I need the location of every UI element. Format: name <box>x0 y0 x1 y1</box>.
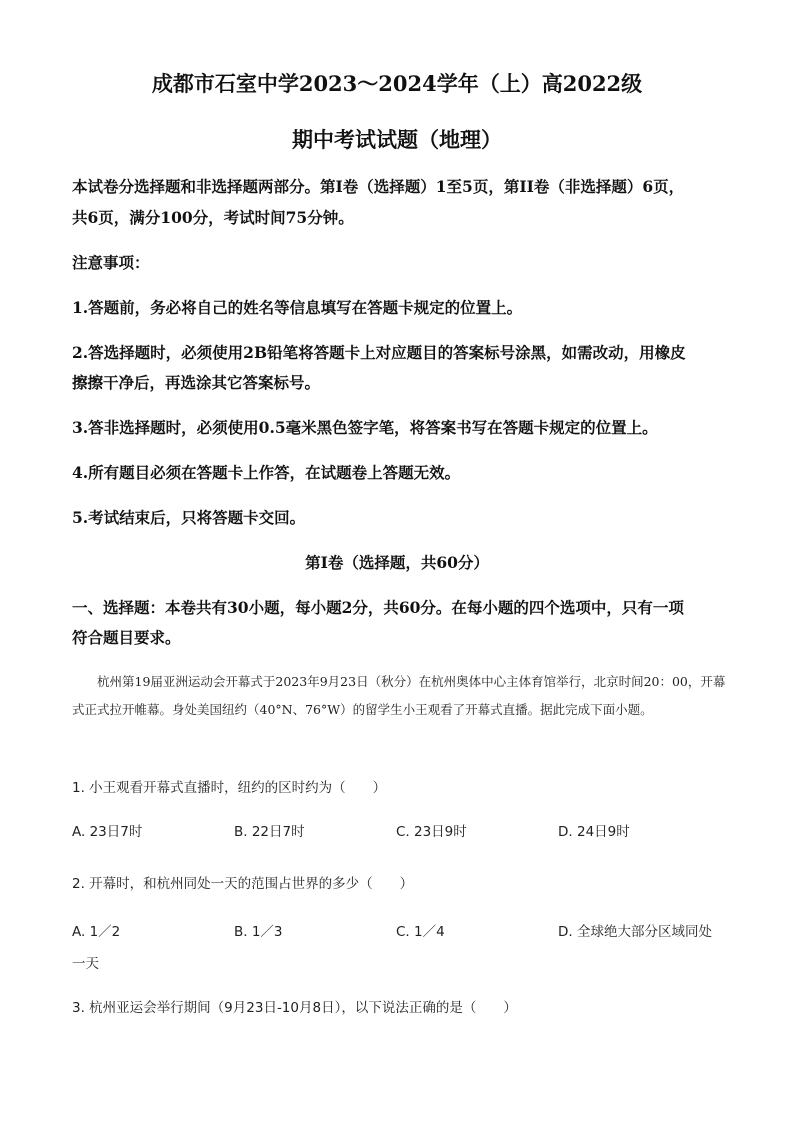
section-title: 第Ⅰ卷（选择题，共60分） <box>305 553 489 572</box>
question-2-options <box>72 920 732 944</box>
reading-passage: 杭州第19届亚洲运动会开幕式于2023年9月23日（秋分）在杭州奥体中心主体育馆举行，北京时间20：00，开幕式正式拉开帷幕。身处美国纽约（40°N、76°W）的留学生小王观看了开幕式直播。据此完成下面小题。 <box>72 674 726 717</box>
notice-heading: 注意事项： <box>72 253 150 272</box>
question-1-option-d: D. 24日9时 <box>558 824 630 840</box>
section-instruction-2: 符合题目要求。 <box>72 628 181 647</box>
question-1-option-a: A. 23日7时 <box>72 824 143 840</box>
notice-item-2-cont: 擦擦干净后，再选涂其它答案标号。 <box>72 373 321 392</box>
exam-subtitle: 期中考试试题（地理） <box>292 127 502 152</box>
notice-item-1: 1.答题前，务必将自己的姓名等信息填写在答题卡规定的位置上。 <box>72 298 523 317</box>
question-2-option-c: C. 1／4 <box>396 924 445 940</box>
question-2-option-d: D. 全球绝大部分区域同处 <box>558 924 712 940</box>
intro-line-2: 共6页，满分100分，考试时间75分钟。 <box>72 208 354 227</box>
notice-item-4: 4.所有题目必须在答题卡上作答，在试题卷上答题无效。 <box>72 463 461 482</box>
question-3-stem: 3. 杭州亚运会举行期间（9月23日-10月8日），以下说法正确的是（ ） <box>72 1000 517 1016</box>
notice-item-2: 2.答选择题时，必须使用2B铅笔将答题卡上对应题目的答案标号涂黑，如需改动，用橡皮 <box>72 343 686 362</box>
question-1-stem: 1. 小王观看开幕式直播时，纽约的区时约为（ ） <box>72 780 387 796</box>
intro-line-1: 本试卷分选择题和非选择题两部分。第Ⅰ卷（选择题）1至5页，第II卷（非选择题）6页， <box>72 177 685 196</box>
question-2-option-d-cont: 一天 <box>72 956 99 972</box>
question-1-option-c: C. 23日9时 <box>396 824 467 840</box>
question-2-stem: 2. 开幕时，和杭州同处一天的范围占世界的多少（ ） <box>72 876 414 892</box>
question-1-options <box>72 820 732 844</box>
exam-title: 成都市石室中学2023～2024学年（上）高2022级 <box>151 71 643 96</box>
question-2-option-a: A. 1／2 <box>72 924 121 940</box>
section-instruction-1: 一、选择题：本卷共有30小题，每小题2分，共60分。在每小题的四个选项中，只有一项 <box>72 598 684 617</box>
question-1-option-b: B. 22日7时 <box>234 824 305 840</box>
question-2-option-b: B. 1／3 <box>234 924 283 940</box>
notice-item-5: 5.考试结束后，只将答题卡交回。 <box>72 508 306 527</box>
notice-item-3: 3.答非选择题时，必须使用0.5毫米黑色签字笔，将答案书写在答题卡规定的位置上。 <box>72 418 658 437</box>
